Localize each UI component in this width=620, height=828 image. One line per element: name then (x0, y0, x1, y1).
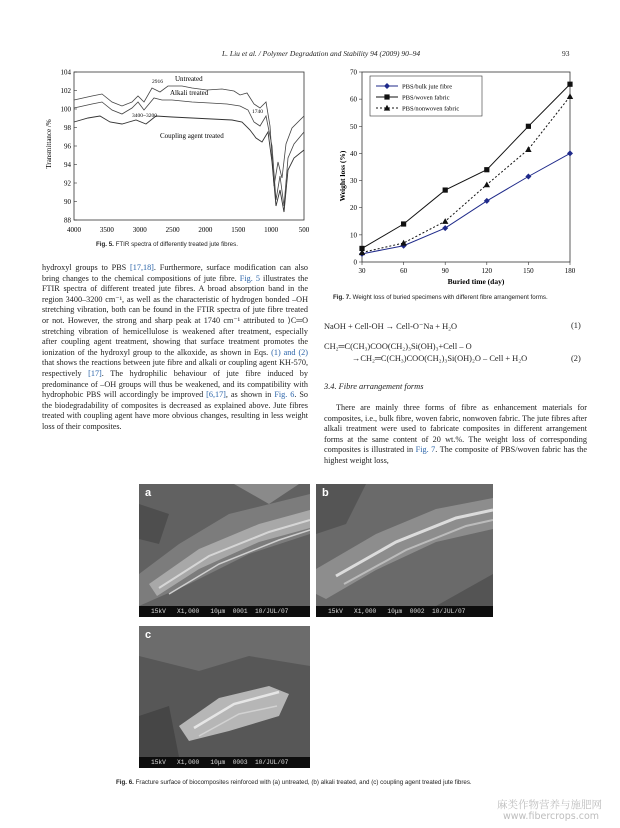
fig7-ytick: 0 (353, 258, 357, 267)
ref-17[interactable]: [17] (88, 368, 102, 378)
fig7-point-nonwoven (525, 146, 531, 152)
fig5-coupling-curve (74, 116, 304, 212)
fig5-annot-untreated: Untreated (175, 75, 203, 83)
fig5-annot-1740: 1740 (252, 109, 263, 115)
fig5-xtick: 1000 (264, 226, 279, 234)
fig5-annot-alkali: Alkali treated (170, 89, 209, 97)
fig7-caption: Fig. 7. Weight loss of buried specimens with different fibre arrangement forms. (333, 294, 548, 301)
fig7-xtick: 30 (358, 267, 366, 275)
equation-2-line2: →CH₂═C(CH₃)COO(CH₂)₃Si(OH)₂O – Cell + H₂O (352, 354, 528, 363)
fig7-weight-loss-chart (326, 66, 590, 288)
ref-6-17[interactable]: [6,17] (206, 390, 226, 400)
fig7-series-bulk-line (362, 153, 570, 253)
fig7-xlabel: Buried time (day) (447, 277, 505, 286)
fig7-point-nonwoven (400, 240, 406, 246)
fig7-xtick: 60 (400, 267, 408, 275)
fig7-ytick: 10 (350, 231, 357, 240)
fig5-xtick: 3000 (132, 226, 147, 234)
fig5-ytick: 102 (60, 87, 71, 95)
fig7-point-bulk (525, 174, 531, 180)
fig7-xtick: 90 (441, 267, 449, 275)
fig7-ylabel: Weight loss (%) (338, 150, 347, 202)
left-column-text: hydroxyl groups to PBS [17,18]. Furthermore, surface modification can also bring changes to the chemical compositions of jute fibre. Fig. 5 illustrates the FTIR spectra of different treated jute fibres. A broad absorption band in the region 3400–3200 cm⁻¹, as well as the characteristic of hydrogen bonded –OH stretching vibration, both can be found in the FTIR spectra of jute fibre treated or not. However, the strong and sharp peak at 1740 cm⁻¹ attributed to ⟩C═O stretching vibration of hemicellulose is weakened after treatment, especially after coupling agent treatment, showing that surface treatment promotes the ionization of the hydroxyl group to the alkoxide, as shown in Eqs. (1) and (2) that shows the reactions between jute fibre and alkali or coupling agent KH-570, respectively [17]. The hydrophilic behaviour of jute fibre induced by predominance of –OH groups will thus be weakened, and its compatibility with hydrophobic PBS will accordingly be improved [6,17], as shown in Fig. 6. So the biodegradability of composites is decreased as explained above. Jute fibres treated with coupling agent have more obvious changes, resulting in less weight loss of their composites. (42, 263, 308, 431)
fig7-point-woven (484, 167, 489, 172)
sem-info-b: 15kV X1,000 10μm 0002 10/JUL/07 (316, 606, 493, 617)
sem-label-c: c (145, 629, 152, 641)
running-title: L. Liu et al. / Polymer Degradation and Stability 94 (2009) 90–94 (222, 49, 421, 58)
right-column-text: There are mainly three forms of fibre as enhancement materials for composites, i.e., bulk fibre, woven fabric, nonwoven fabric. The jute fibres after alkali treatment were used to fabricate composites in different arrangement forms at the same content of 20 wt.%. The weight loss of corresponding composites is illustrated in Fig. 7. The composite of PBS/woven fabric has the highest weight loss, (324, 403, 587, 465)
fig7-point-bulk (484, 198, 490, 204)
fig5-annot-2916: 2916 (152, 79, 163, 85)
fig5-xtick: 4000 (67, 226, 81, 234)
equation-2-line1: CH₂═C(CH₃)COO(CH₂)₃Si(OH)₃+Cell – O (324, 342, 472, 351)
fig7-point-woven (443, 187, 448, 192)
sem-info-a: 15kV X1,000 10μm 0001 10/JUL/07 (139, 606, 310, 617)
section-heading: 3.4. Fibre arrangement forms (324, 382, 424, 391)
fig7-legend-label-bulk: PBS/bulk jute fibre (402, 83, 453, 91)
equation-1: NaOH + Cell-OH → Cell-O⁻Na + H₂O (324, 322, 458, 331)
sem-label-a: a (145, 487, 152, 499)
fig7-point-woven (526, 124, 531, 129)
equation-2-number: (2) (571, 354, 581, 363)
page-number: 93 (562, 49, 570, 58)
fig5-annot-3400: 3400~3200 (132, 113, 157, 119)
sem-panel-b (316, 484, 493, 617)
fig5-ylabel: Transmittance /% (45, 119, 53, 169)
sem-info-c: 15kV X1,000 10μm 0003 10/JUL/07 (139, 757, 310, 768)
fig6-caption: Fig. 6. Fracture surface of biocomposites reinforced with (a) untreated, (b) alkali treated, and (c) coupling agent treated jute fibres. (116, 779, 472, 786)
fig7-xtick: 180 (564, 267, 576, 275)
fig7-ytick: 70 (350, 68, 357, 77)
fig7-point-nonwoven (567, 93, 573, 99)
fig5-xtick: 1500 (231, 226, 246, 234)
sem-panel-c (139, 626, 310, 768)
fig7-ytick: 30 (350, 177, 357, 186)
fig5-ytick: 96 (64, 142, 71, 151)
fig5-ytick: 98 (64, 124, 71, 132)
ref-fig7[interactable]: Fig. 7 (415, 445, 436, 455)
fig7-legend-label-nonwoven: PBS/nonwoven fabric (402, 105, 460, 113)
fig5-xtick: 2000 (198, 226, 213, 234)
ref-eq1-2[interactable]: (1) and (2) (271, 347, 308, 357)
fig5-xtick: 3500 (99, 226, 114, 234)
fig7-legend-marker-woven (384, 94, 389, 99)
fig7-ytick: 20 (350, 204, 357, 213)
fig7-point-bulk (567, 150, 573, 156)
watermark-line1: 麻类作物营养与施肥网 (497, 799, 602, 811)
fig7-legend-label-woven: PBS/woven fabric (402, 94, 450, 102)
sem-label-b: b (322, 487, 329, 499)
fig5-ytick: 88 (64, 216, 71, 225)
fig7-point-woven (567, 82, 572, 87)
fig7-xtick: 120 (481, 267, 493, 275)
fig5-ytick: 94 (64, 161, 71, 169)
fig5-alkali-curve (74, 98, 304, 206)
fig5-ytick: 104 (60, 68, 71, 77)
fig5-caption: Fig. 5. FTIR spectra of differently treated jute fibres. (96, 241, 238, 248)
fig5-ytick: 90 (64, 198, 71, 206)
ref-fig6[interactable]: Fig. 6 (274, 390, 295, 400)
fig7-ytick: 60 (350, 95, 357, 104)
fig5-ftir-chart (42, 66, 312, 236)
fig7-xtick: 150 (523, 267, 534, 275)
fig7-series-nonwoven-line (362, 96, 570, 252)
fig7-ytick: 50 (350, 122, 357, 131)
fig5-xtick: 500 (298, 226, 310, 234)
fig5-ytick: 100 (60, 105, 71, 114)
fig7-point-woven (401, 221, 406, 226)
ref-17-18[interactable]: [17,18] (130, 263, 154, 272)
fig5-annot-coupling: Coupling agent treated (160, 132, 224, 140)
fig7-ytick: 40 (350, 149, 357, 158)
equation-1-number: (1) (571, 321, 581, 330)
watermark-line2: www.fibercrops.com (503, 811, 600, 822)
sem-panel-a (139, 484, 310, 617)
fig5-ytick: 92 (64, 179, 71, 188)
ref-fig5[interactable]: Fig. 5 (239, 273, 260, 283)
fig5-xtick: 2500 (165, 226, 180, 234)
fig7-point-bulk (442, 225, 448, 231)
